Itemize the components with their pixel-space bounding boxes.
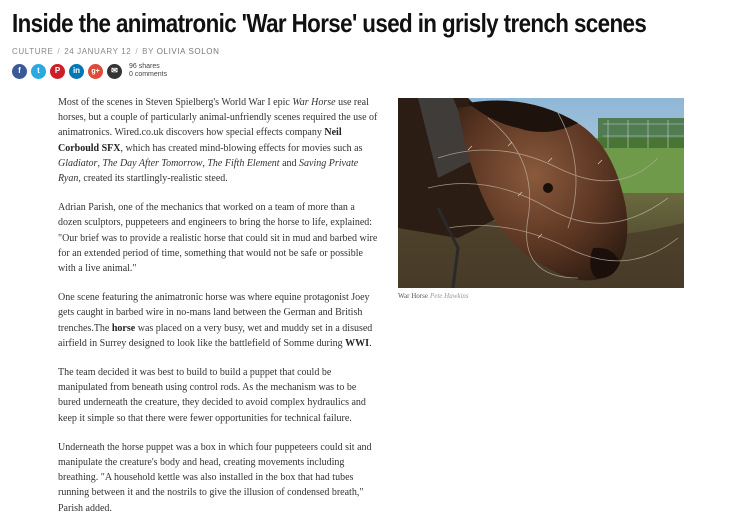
article-body xyxy=(58,95,380,530)
figure-caption xyxy=(398,292,684,300)
article-figure xyxy=(398,98,684,300)
section-link[interactable]: CULTURE xyxy=(12,47,54,56)
paragraph-4: The team decided it was best to build to build a puppet that could be manipulated from beneath using control rods. As the mechanism was to be bured underneath the creature, they decided to avoid complex hydraulics and keep it simple so that there were fewer opportunities for technical failure. xyxy=(58,367,366,424)
text-run: Most of the scenes in Steven Spielberg's World War I epic xyxy=(58,97,293,108)
twitter-icon[interactable]: t xyxy=(31,64,46,79)
publish-date: 24 JANUARY 12 xyxy=(64,47,132,56)
email-icon[interactable]: ✉ xyxy=(107,64,122,79)
text-run: , created its startlingly-realistic steed. xyxy=(78,173,228,185)
share-counts xyxy=(129,63,167,79)
pinterest-icon[interactable]: P xyxy=(50,64,65,79)
social-share-bar xyxy=(12,63,167,79)
author-link[interactable]: OLIVIA SOLON xyxy=(156,47,220,56)
paragraph-5: Underneath the horse puppet was a box in which four puppeteers could sit and manipulate the creature's body and head, creating movements including breathing. "A household kettle was also installed in the box that had tubes running between it and the nostrils to give the illusion of condensed breath," Parish added. xyxy=(58,441,372,514)
google-plus-icon[interactable]: g+ xyxy=(88,64,103,79)
film-title: The Day After Tomorrow xyxy=(102,157,203,169)
wwi-link[interactable]: WWI xyxy=(345,337,370,349)
share-count: 96 shares xyxy=(129,63,160,70)
text-run: The xyxy=(93,322,112,334)
comment-count[interactable]: 0 comments xyxy=(129,71,168,78)
linkedin-icon[interactable]: in xyxy=(69,64,84,79)
paragraph-2: Adrian Parish, one of the mechanics that worked on a team of more than a dozen sculptors, puppeteers and engineers to bring the horse to life, explained: "Our brief was to provide a realistic horse that could sit in mud and barbed wire for an extended period of time, something that would not be safe or possible with a live animal." xyxy=(58,202,378,275)
meta-separator: / xyxy=(135,47,139,56)
paragraph-3 xyxy=(58,290,380,351)
facebook-icon[interactable]: f xyxy=(12,64,27,79)
photo-credit: Pete Hawkins xyxy=(429,292,469,300)
byline-prefix: BY xyxy=(142,47,154,56)
company-link[interactable]: Neil Corbould SFX xyxy=(58,127,342,154)
text-run: , xyxy=(202,157,208,169)
article-meta xyxy=(12,47,219,56)
film-title: Saving Private Ryan xyxy=(58,157,359,185)
film-title: Gladiator xyxy=(58,157,98,169)
film-title: War Horse xyxy=(292,97,336,108)
text-run: was placed on a very busy, wet and muddy set in a disused airfield in Surrey designed to look like the battlefield of Somme during xyxy=(58,322,373,349)
text-run: . xyxy=(369,337,372,349)
film-title: The Fifth Element xyxy=(207,157,280,169)
meta-separator: / xyxy=(57,47,61,56)
caption-text: War Horse xyxy=(398,292,428,300)
text-run: , xyxy=(97,157,103,169)
paragraph-1 xyxy=(58,95,380,186)
article-headline: Inside the animatronic 'War Horse' used in grisly trench scenes xyxy=(12,8,647,38)
text-run: use real horses, but a couple of particularly animal-unfriendly scenes required the use of animatronics. Wired.co.uk discovers how special effects company xyxy=(58,97,378,139)
text-run: One scene featuring the animatronic horse was where equine protagonist Joey gets caught in barbed wire in no-mans land between the German and British trenches. xyxy=(58,292,370,334)
text-run: , which has created mind-blowing effects for movies such as xyxy=(120,142,363,154)
horse-link[interactable]: horse xyxy=(111,322,136,334)
horse-photo xyxy=(398,98,684,288)
text-run: and xyxy=(279,157,300,169)
